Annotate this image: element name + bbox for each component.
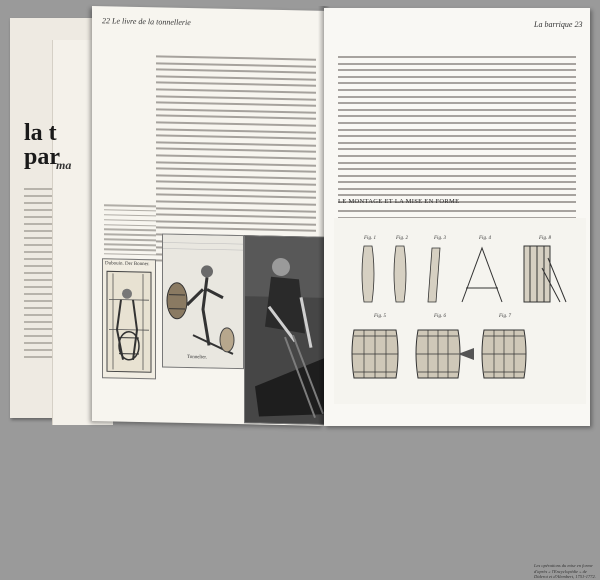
woodcut-caption: Dubouin. Der Bonner. — [105, 261, 150, 268]
left-page — [92, 6, 324, 426]
magazine-text-column — [24, 188, 52, 363]
right-page — [324, 8, 596, 580]
engraving-drawing — [163, 234, 243, 368]
right-body-text — [338, 56, 576, 208]
right-running-head: La barrique 23 — [534, 20, 583, 29]
fig-label-3: Fig. 3 — [434, 236, 446, 241]
magazine-italic-fragment: ma — [56, 158, 72, 172]
barrel-diagram — [334, 218, 586, 404]
fig-label-5: Fig. 5 — [374, 314, 386, 319]
section-heading: LE MONTAGE ET LA MISE EN FORME — [338, 198, 460, 205]
left-running-head: 22 Le livre de la tonnellerie — [102, 16, 191, 28]
encyclopedie-plate — [334, 218, 596, 580]
fig-label-4: Fig. 4 — [479, 236, 491, 241]
magazine-title-fragment: la t — [24, 120, 57, 146]
magazine-subtitle-fragment: par — [24, 144, 60, 170]
left-margin-caption — [104, 204, 156, 264]
fig-label-2: Fig. 2 — [396, 236, 408, 241]
woodcut-drawing — [103, 259, 155, 378]
cooper-woodcut-image — [102, 258, 156, 379]
cooper-engraving-image — [162, 233, 244, 369]
fig-label-8: Fig. 8 — [539, 236, 551, 241]
fig-label-1: Fig. 1 — [364, 236, 376, 241]
fig-label-7: Fig. 7 — [499, 314, 511, 319]
plate-caption: Les opérations du mise en forme d'après « l'Encyclopédie » de Diderot et d'Alembert, 1751-1772. — [534, 563, 596, 580]
fig-label-6: Fig. 6 — [434, 314, 446, 319]
engraving-caption: Tonnelier. — [187, 354, 208, 361]
